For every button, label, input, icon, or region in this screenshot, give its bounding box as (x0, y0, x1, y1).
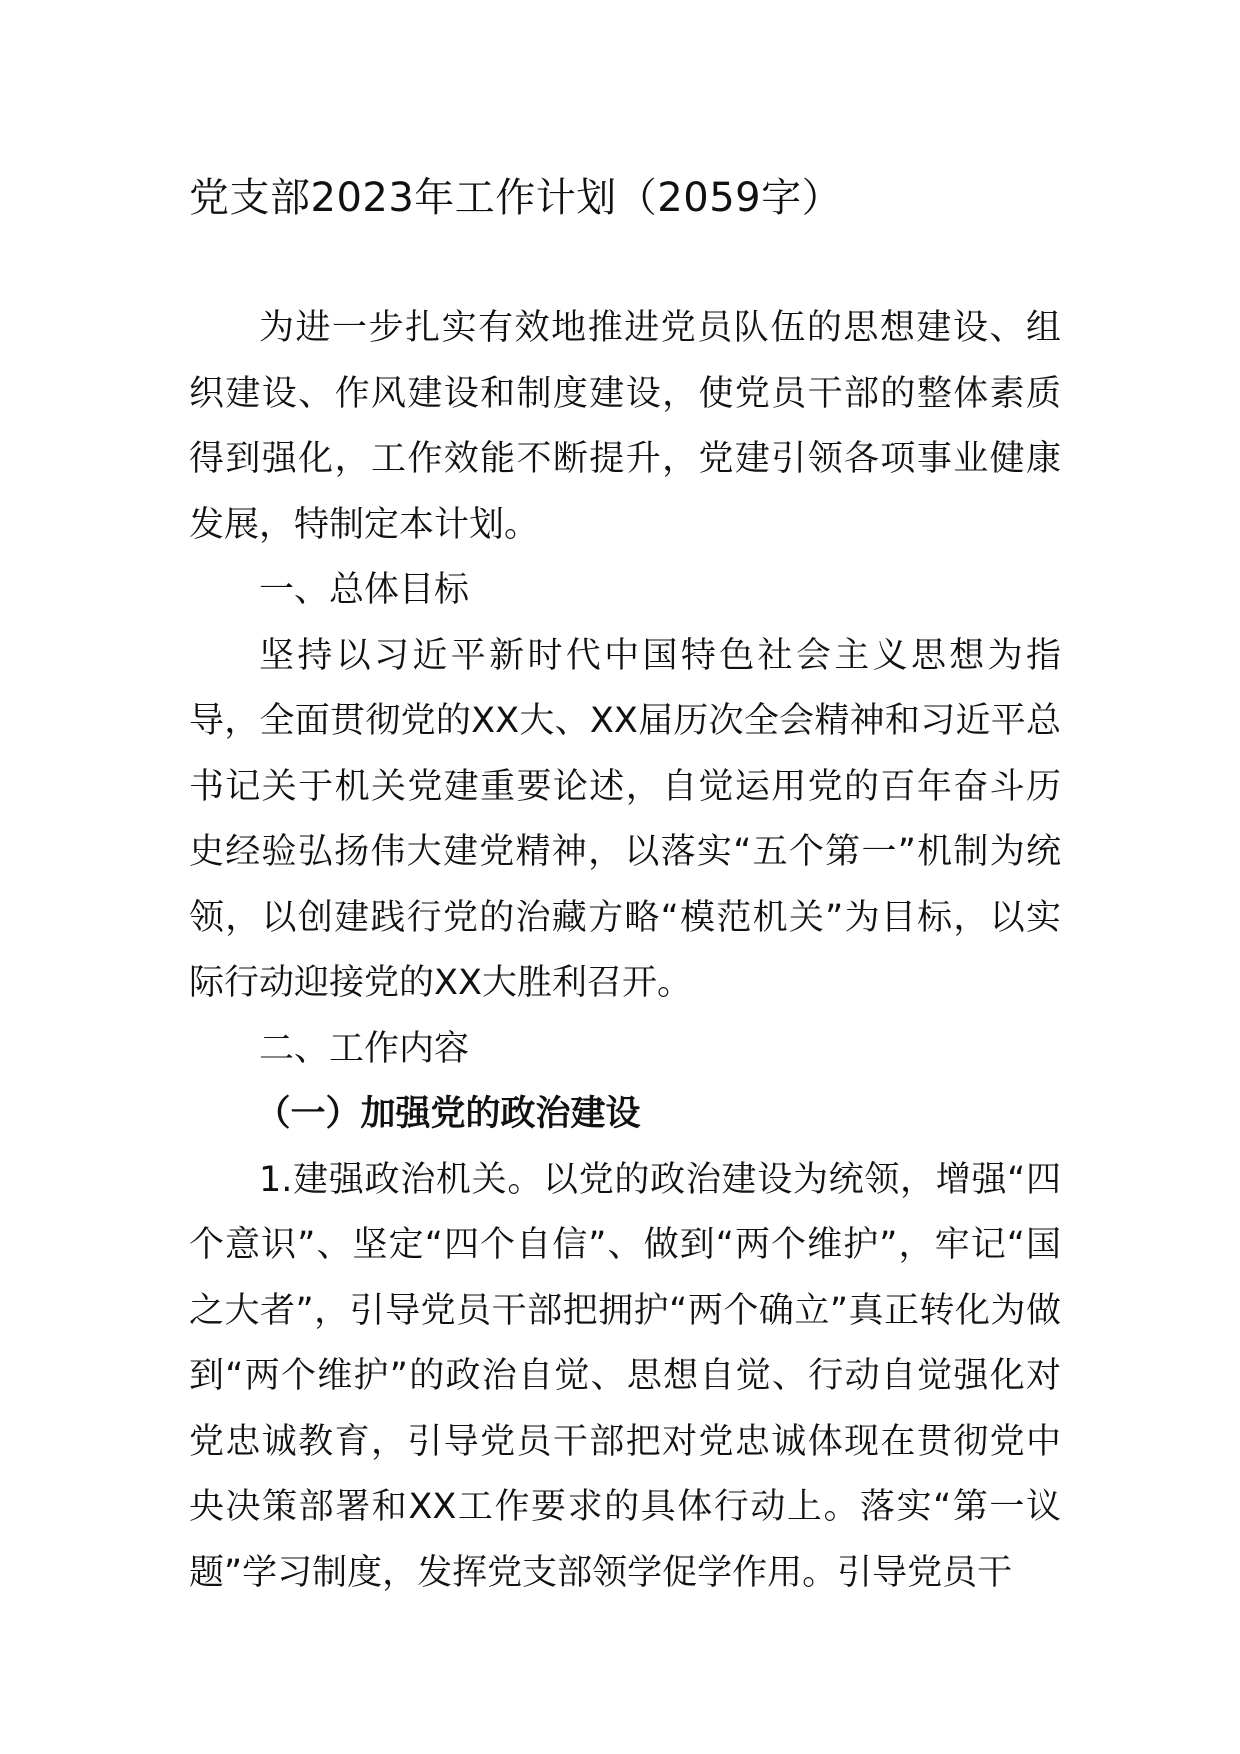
section-heading-work-content: 二、工作内容 (259, 1028, 470, 1069)
overall-goal-paragraph: 坚持以习近平新时代中国特色社会主义思想为指导，全面贯彻党的XX大、XX届历次全会精神和习近平总书记关于机关党建重要论述，自觉运用党的百年奋斗历史经验弘扬伟大建党精神，以落实“五个第一”机制为统领，以创建践行党的治藏方略“模范机关”为目标，以实际行动迎接党的XX大胜利召开。 (189, 635, 1061, 1003)
document-title: 党支部2023年工作计划（2059字） (189, 175, 843, 221)
section-heading-overall-goal: 一、总体目标 (259, 570, 470, 610)
intro-paragraph: 为进一步扎实有效地推进党员队伍的思想建设、组织建设、作风建设和制度建设，使党员干部的整体素质得到强化，工作效能不断提升，党建引领各项事业健康发展，特制定本计划。 (189, 308, 1061, 545)
subsection-heading-political-building: （一）加强党的政治建设 (255, 1094, 641, 1134)
document-body (189, 296, 1061, 1606)
political-building-paragraph: 1.建强政治机关。以党的政治建设为统领，增强“四个意识”、坚定“四个自信”、做到“两个维护”，牢记“国之大者”，引导党员干部把拥护“两个确立”真正转化为做到“两个维护”的政治自觉、思想自觉、行动自觉强化对党忠诚教育，引导党员干部把对党忠诚体现在贯彻党中央决策部署和XX工作要求的具体行动上。落实“第一议题”学习制度，发挥党支部领学促学作用。引导党员干 (189, 1159, 1061, 1593)
